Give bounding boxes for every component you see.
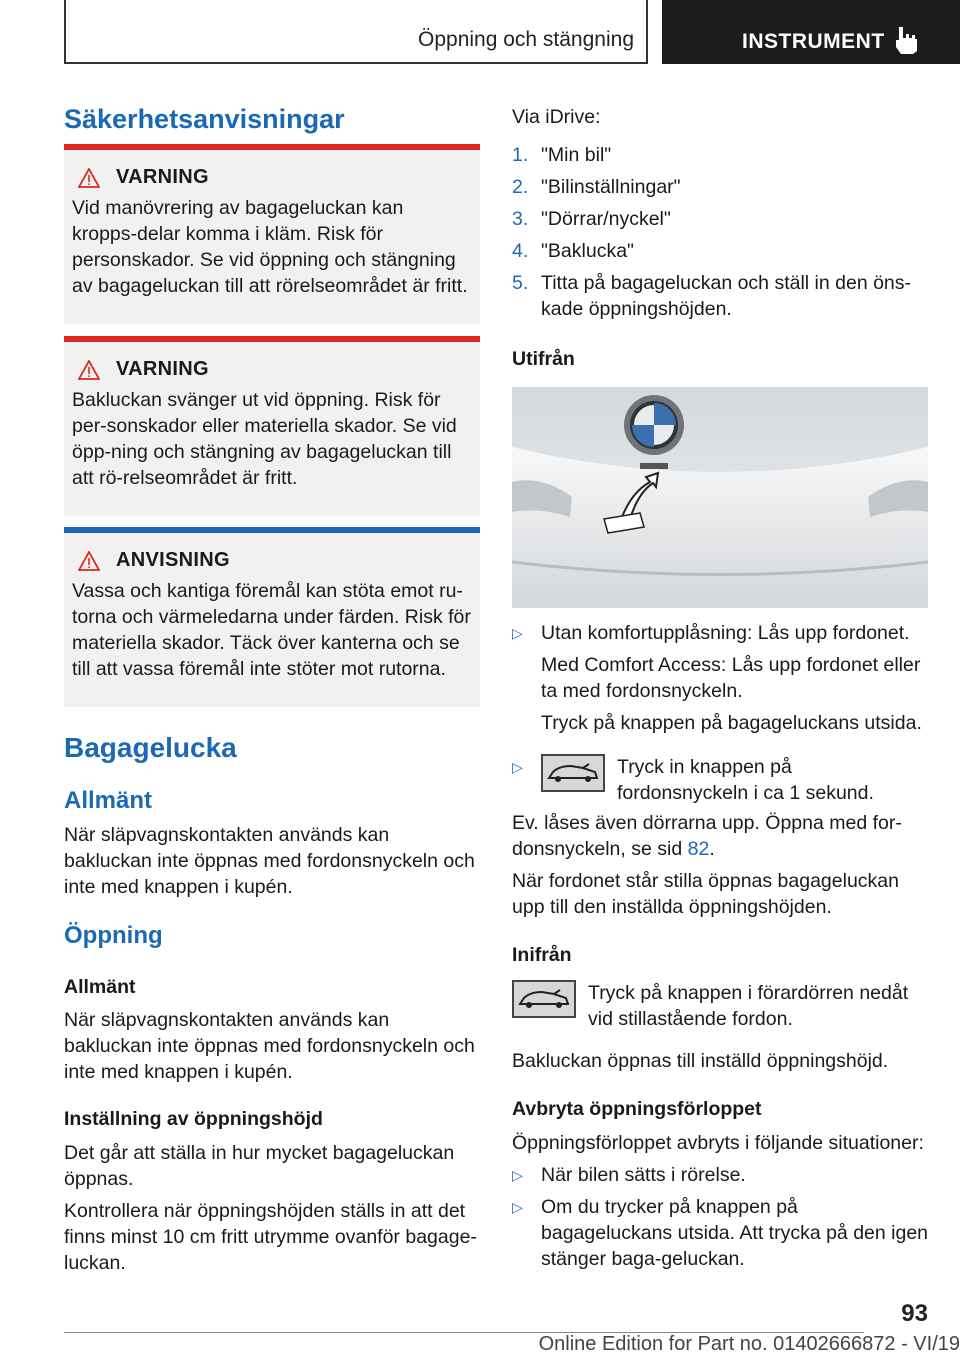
warning-box-1	[64, 144, 480, 324]
allmant-subheading: Allmänt	[64, 787, 153, 814]
pointing-hand-icon	[893, 25, 919, 55]
list-item: 3. "Dörrar/nyckel"	[512, 208, 671, 230]
list-item: ▷ Utan komfortupplåsning: Lås upp fordonet.	[512, 622, 910, 644]
avbryta-heading: Avbryta öppningsförloppet	[512, 1098, 762, 1120]
list-item: 2. "Bilinställningar"	[512, 176, 681, 198]
warning-label: VARNING	[116, 358, 209, 380]
header-section-title: Öppning och stängning	[418, 28, 634, 51]
inifran-item	[512, 980, 928, 1032]
warning-triangle-icon	[78, 360, 100, 380]
warning-text: Bakluckan svänger ut vid öppning. Risk för per-sonskador eller materiella skador. Se vid öpp-ning och stängning av bagageluckan till att rö-relseområdet är fritt.	[72, 389, 457, 489]
notice-box	[64, 527, 480, 707]
warning-bar	[64, 336, 480, 342]
list-item-text: Med Comfort Access: Lås upp fordonet eller ta med fordonsnyckeln.	[541, 654, 921, 702]
warning-label: VARNING	[116, 166, 209, 188]
page-number: 93	[901, 1300, 928, 1327]
list-item-text: Tryck på knappen på bagageluckans utsida.	[541, 712, 922, 734]
warning-bar	[64, 144, 480, 150]
utifran-heading: Utifrån	[512, 348, 575, 370]
bullet-triangle-icon: ▷	[512, 1199, 523, 1215]
list-item: ▷ Om du trycker på knappen på bagageluckans utsida. Att trycka på den igen stänger baga-geluckan.	[512, 1196, 929, 1270]
bullet-triangle-icon: ▷	[512, 759, 523, 775]
warning-text: Vid manövrering av bagageluckan kan kropps-delar komma i kläm. Risk för personskador. Se vid öppning och stängning av bagageluckan till att rörelseområdet är fritt.	[72, 197, 468, 297]
ev-paragraph: Ev. låses även dörrarna upp. Öppna med for-donsnyckeln, se sid 82.	[512, 812, 902, 860]
inifran-heading: Inifrån	[512, 944, 572, 966]
key-button-text: Tryck in knappen på fordonsnyckeln i ca 1 sekund.	[617, 756, 874, 804]
list-item: 1. "Min bil"	[512, 144, 612, 166]
inifran-text: Tryck på knappen i förardörren nedåt vid stillastående fordon.	[588, 982, 909, 1030]
baklucka-paragraph: Bakluckan öppnas till inställd öppningshöjd.	[512, 1050, 889, 1072]
bullet-triangle-icon: ▷	[512, 1167, 523, 1183]
trunk-illustration	[512, 387, 928, 608]
key-button-item	[512, 754, 928, 806]
oppning-allmant-heading: Allmänt	[64, 976, 136, 998]
oppning-allmant-paragraph: När släpvagnskontakten används kan bakluckan inte öppnas med fordonsnyckeln och inte med knappen i kupén.	[64, 1009, 475, 1083]
installning-heading: Inställning av öppningshöjd	[64, 1108, 323, 1130]
notice-label: ANVISNING	[116, 549, 230, 571]
avbryta-paragraph: Öppningsförloppet avbryts i följande situationer:	[512, 1132, 924, 1154]
kontroll-paragraph: Kontrollera när öppningshöjden ställs in att det finns minst 10 cm fritt utrymme ovanför bagage-luckan.	[64, 1200, 477, 1274]
idrive-steps-list	[512, 142, 928, 322]
bullet-triangle-icon: ▷	[512, 625, 523, 641]
list-item: 5. Titta på bagageluckan och ställ in den öns-kade öppningshöjden.	[512, 272, 912, 320]
notice-bar	[64, 527, 480, 533]
bagagelucka-heading: Bagagelucka	[64, 732, 237, 763]
warning-triangle-icon	[78, 168, 100, 188]
footer-edition: Online Edition for Part no. 01402666872 - VI/19	[538, 1333, 960, 1355]
notice-text: Vassa och kantiga föremål kan stöta emot ru-torna och värmeledarna under färden. Risk för materiella skador. Täck över kanterna och se till att vassa föremål inte stöter mot rutorna.	[72, 580, 471, 680]
oppning-subheading: Öppning	[64, 922, 163, 949]
nar-paragraph: När fordonet står stilla öppnas bagageluckan upp till den inställda öppningshöjden.	[512, 870, 899, 918]
notice-triangle-icon	[78, 551, 100, 571]
trunk-button-icon	[512, 980, 576, 1018]
safety-heading: Säkerhetsanvisningar	[64, 104, 345, 134]
list-item: ▷ När bilen sätts i rörelse.	[512, 1164, 746, 1186]
allmant-paragraph: När släpvagnskontakten används kan bakluckan inte öppnas med fordonsnyckeln och inte med knappen i kupén.	[64, 824, 475, 898]
installning-paragraph: Det går att ställa in hur mycket bagageluckan öppnas.	[64, 1142, 455, 1190]
via-idrive-text: Via iDrive:	[512, 106, 601, 128]
warning-box-2	[64, 336, 480, 516]
header-tab-label: INSTRUMENT	[742, 30, 885, 53]
avbryta-bullets	[512, 1162, 928, 1272]
trunk-button-icon	[541, 754, 605, 792]
list-item: 4. "Baklucka"	[512, 240, 634, 262]
utifran-bullets	[512, 620, 928, 736]
page-link[interactable]: 82	[687, 838, 710, 860]
